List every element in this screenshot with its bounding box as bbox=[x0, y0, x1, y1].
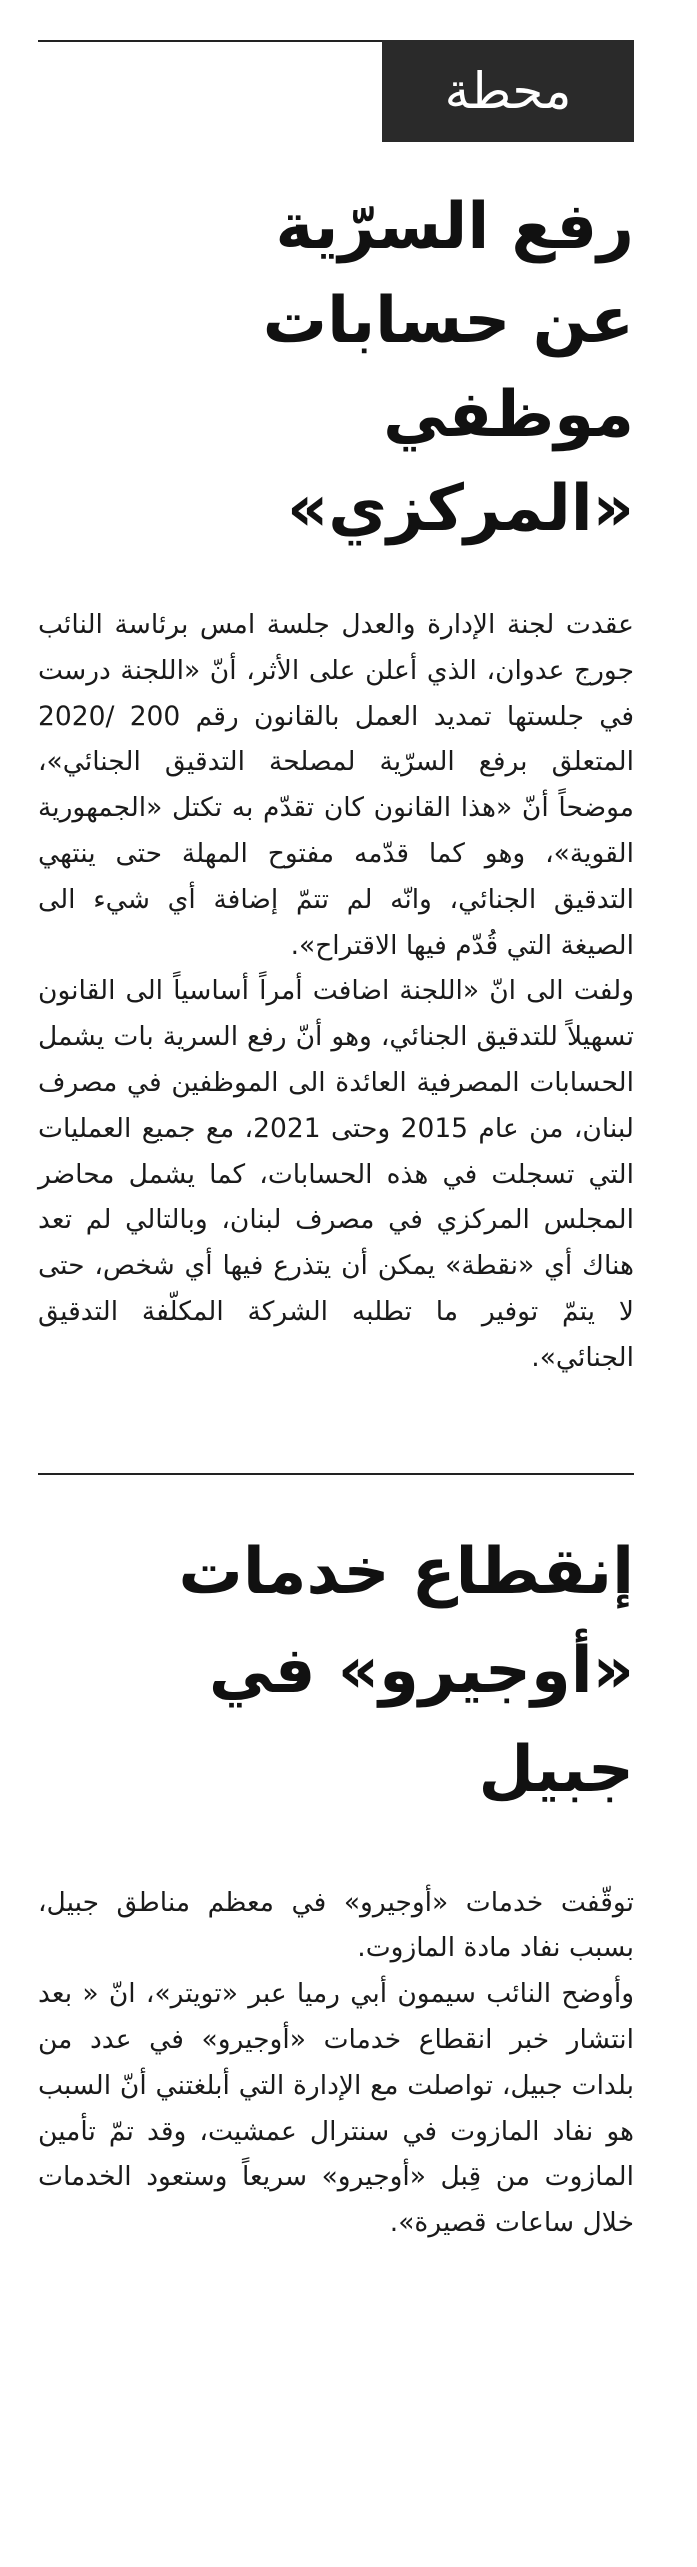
section-label-text: محطة bbox=[444, 62, 572, 120]
section-label bbox=[382, 40, 634, 142]
article-1-paragraph-1: عقدت لجنة الإدارة والعدل جلسة امس برئاسة النائب جورج عدوان، الذي أعلن على الأثر، أنّ «اللجنة درست في جلستها تمديد العمل بالقانون رقم 200 /2020 المتعلق برفع السرّية لمصلحة التدقيق الجنائي»، موضحاً أنّ «هذا القانون كان تقدّم به تكتل «الجمهورية القوية»، وهو كما قدّمه مفتوح المهلة حتى ينتهي التدقيق الجنائي، وانّه لم تتمّ إضافة أي شيء الى الصيغة التي قُدّم فيها الاقتراح». bbox=[38, 609, 635, 961]
newspaper-column bbox=[38, 40, 634, 2246]
article-1-headline bbox=[38, 180, 634, 556]
article-2-paragraph-1: توقّفت خدمات «أوجيرو» في معظم مناطق جبيل، بسبب نفاد مادة المازوت. bbox=[38, 1886, 634, 1964]
article-divider bbox=[38, 1473, 634, 1475]
article-1-headline-line-2: عن حسابات bbox=[262, 284, 634, 358]
article-1-paragraph-2: ولفت الى انّ «اللجنة اضافت أمراً أساسياً الى القانون تسهيلاً للتدقيق الجنائي، وهو أنّ رفع السرية بات يشمل الحسابات المصرفية العائدة الى الموظفين في مصرف لبنان، من عام 2015 وحتى 2021، مع جميع العمليات التي تسجلت في هذه الحسابات، كما يشمل محاضر المجلس المركزي في مصرف لبنان، وبالتالي لم تعد هناك أي «نقطة» يمكن أن يتذرع فيها أي شخص، حتى لا يتمّ توفير ما تطلبه الشركة المكلّفة التدقيق الجنائي». bbox=[38, 975, 634, 1373]
article-2-body bbox=[38, 1880, 634, 2246]
top-rule bbox=[38, 40, 382, 42]
article-1-headline-line-3: موظفي «المركزي» bbox=[286, 378, 634, 546]
article-1-headline-line-1: رفع السرّية bbox=[275, 190, 634, 264]
article-1-body bbox=[38, 602, 634, 1381]
article-2-paragraph-2: وأوضح النائب سيمون أبي رميا عبر «تويتر»، انّ « بعد انتشار خبر انقطاع خدمات «أوجيرو» في عدد من بلدات جبيل، تواصلت مع الإدارة التي أبلغتني أنّ السبب هو نفاد المازوت في سنترال عمشيت، وقد تمّ تأمين المازوت من قِبل «أوجيرو» سريعاً وستعود الخدمات خلال ساعات قصيرة». bbox=[38, 1978, 634, 2239]
article-2-headline-line-2: «أوجيرو» في جبيل bbox=[208, 1633, 634, 1807]
article-2-headline bbox=[38, 1523, 634, 1820]
article-2-headline-line-1: إنقطاع خدمات bbox=[178, 1534, 634, 1609]
